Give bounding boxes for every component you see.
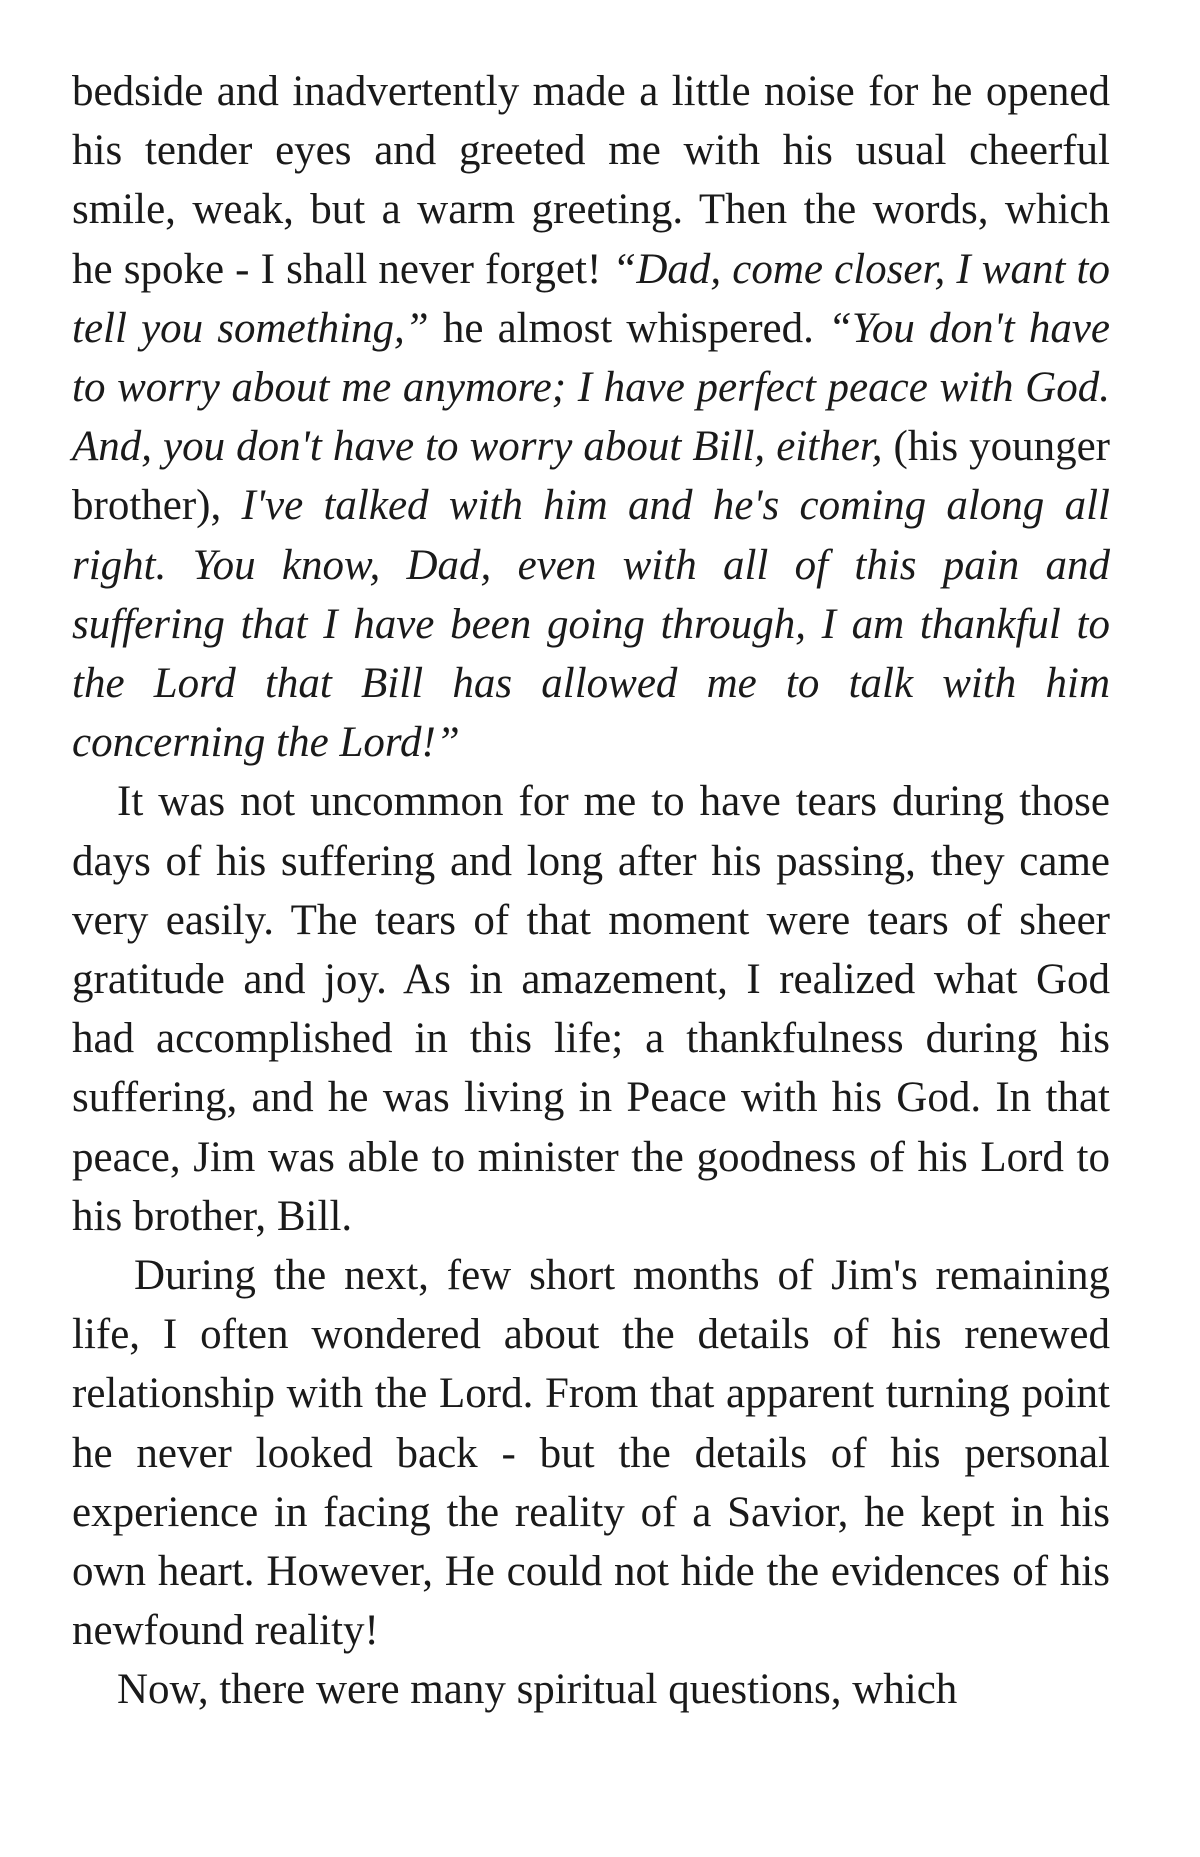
text-run: It was not uncommon for me to have tears during those days of his suffering and long after his passing, they came very easily. The tears of that moment were tears of sheer gratitude and joy. As in amazement, I realized what God had accomplished in this life; a thankfulness during his suffering, and he was living in Peace with his God. In that peace, Jim was able to minister the goodness of his Lord to his brother, Bill. [72, 778, 1110, 1240]
quote-run: “You don't have to worry about me anymore; I have perfect peace with God. And, you don't have to worry about Bill, either, [72, 304, 1110, 471]
paragraph-continued [72, 62, 1110, 772]
paragraph-tears [72, 772, 1110, 1246]
paragraph-months [72, 1246, 1110, 1660]
text-run: Now, there were many spiritual questions, which [117, 1666, 958, 1714]
text-run: he almost whispered. [428, 304, 829, 352]
text-run: bedside and inadvertently made a little noise for he opened his tender eyes and greeted me with his usual cheerful smile, weak, but a warm greeting. Then the words, which he spoke - I shall never forget! [72, 68, 1110, 293]
paragraph-questions [72, 1660, 1110, 1719]
quote-run: “Dad, come closer, I want to tell you something,” [72, 245, 1111, 352]
text-run: (his younger brother), [72, 423, 1111, 530]
text-run: During the next, few short months of Jim's remaining life, I often wondered about the details of his renewed relationship with the Lord. From that apparent turning point he never looked back - but the details of his personal experience in facing the reality of a Savior, he kept in his own heart. However, He could not hide the evidences of his newfound reality! [72, 1252, 1110, 1655]
quote-run: I've talked with him and he's coming along all right. You know, Dad, even with all of this pain and suffering that I have been going through, I am thankful to the Lord that Bill has allowed me to talk with him concerning the Lord!” [72, 482, 1110, 767]
